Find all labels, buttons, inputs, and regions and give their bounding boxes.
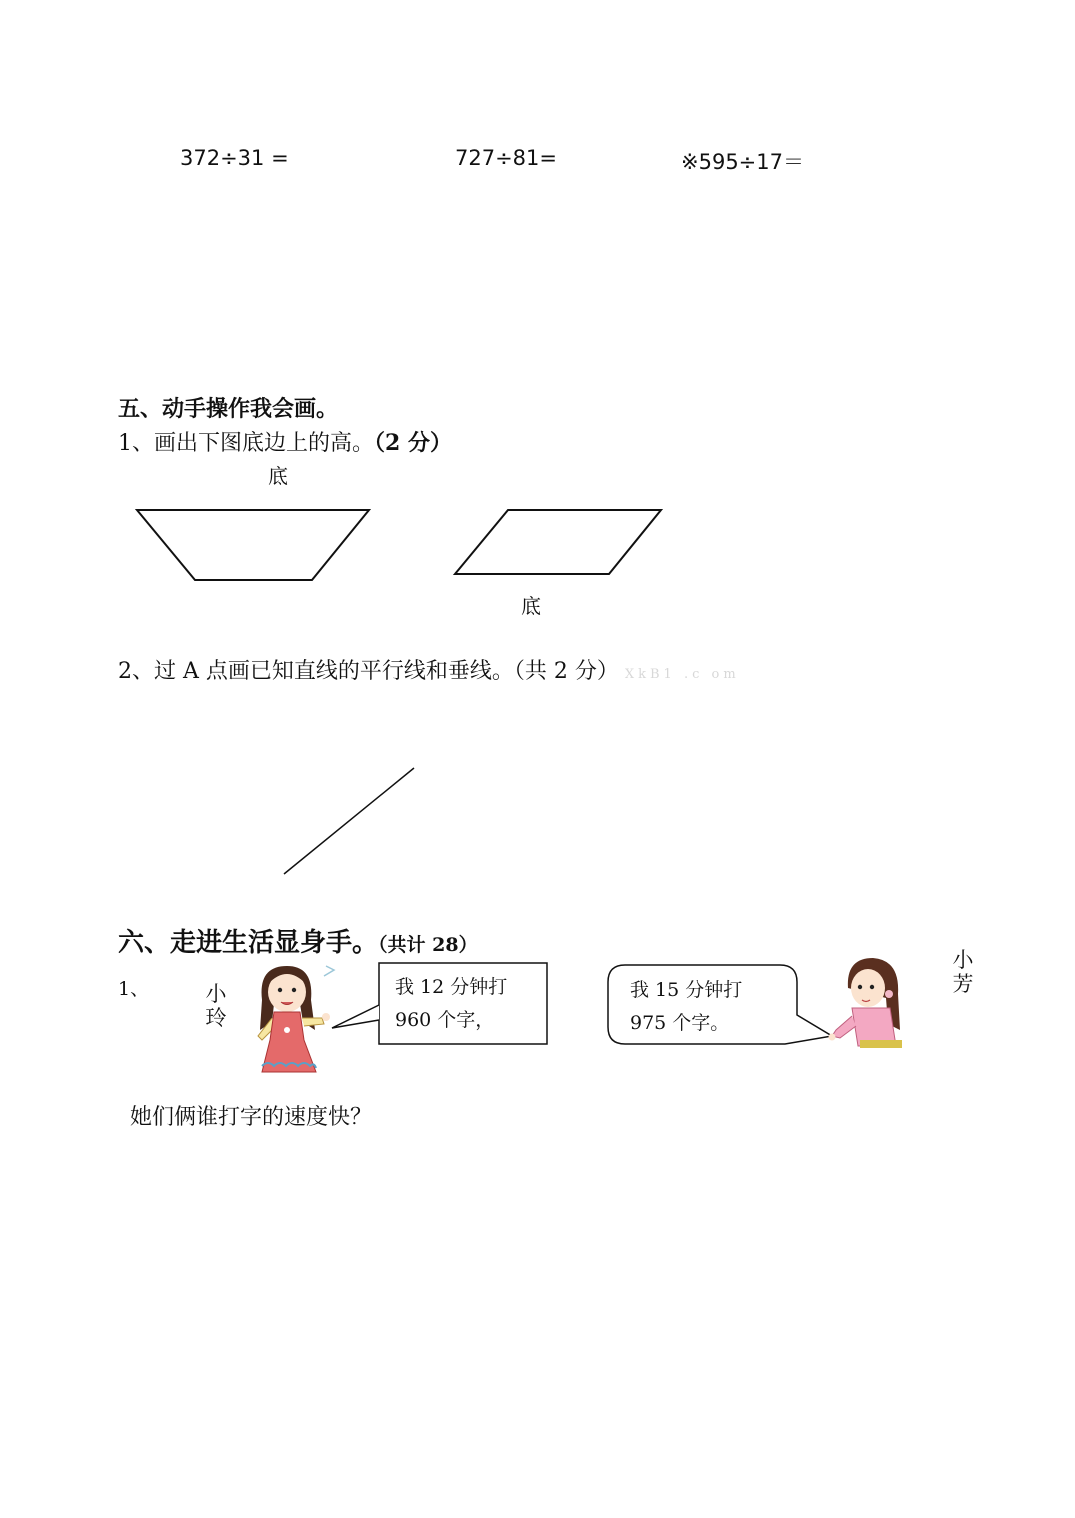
given-line (284, 768, 414, 874)
parallelogram-base-label: 底 (521, 594, 541, 618)
speech-right-line2: 975 个字。 (630, 1012, 730, 1034)
watermark: XkB1 .c om (624, 667, 740, 682)
speech-left-line2: 960 个字， (395, 1009, 495, 1031)
q1-points: （2 分） (374, 430, 452, 456)
speech-right-line1: 我 15 分钟打 (630, 979, 743, 1001)
q2-text: 2、过 A 点画已知直线的平行线和垂线。（共 2 分） (118, 659, 619, 684)
calc-1: 372÷31 = (180, 146, 289, 170)
girl-right-name: 小芳 (952, 948, 974, 996)
trapezoid-base-label: 底 (268, 464, 288, 488)
speech-left-text (395, 971, 507, 1037)
girl-right-illustration (829, 958, 903, 1048)
question-text: 她们俩谁打字的速度快？ (130, 1105, 373, 1130)
girl-left-name: 小玲 (205, 982, 227, 1030)
calc-2: 727÷81= (455, 146, 557, 170)
speech-right-text (630, 974, 742, 1040)
section6-title-text: 六、走进生活显身手。 (118, 928, 379, 958)
calc-3: ※595÷17＝ (681, 150, 804, 174)
q1-text: 1、画出下图底边上的高。 (118, 431, 374, 456)
section5-title: 五、动手操作我会画。 (118, 396, 339, 422)
section6-title (118, 922, 478, 959)
section6-subtitle: （共计 28） (378, 934, 478, 956)
speech-left-line1: 我 12 分钟打 (395, 976, 508, 998)
parallelogram-shape (455, 510, 661, 574)
section6-q1-number: 1、 (118, 978, 150, 1000)
trapezoid-shape (137, 510, 369, 580)
girl-left-illustration (258, 966, 334, 1072)
